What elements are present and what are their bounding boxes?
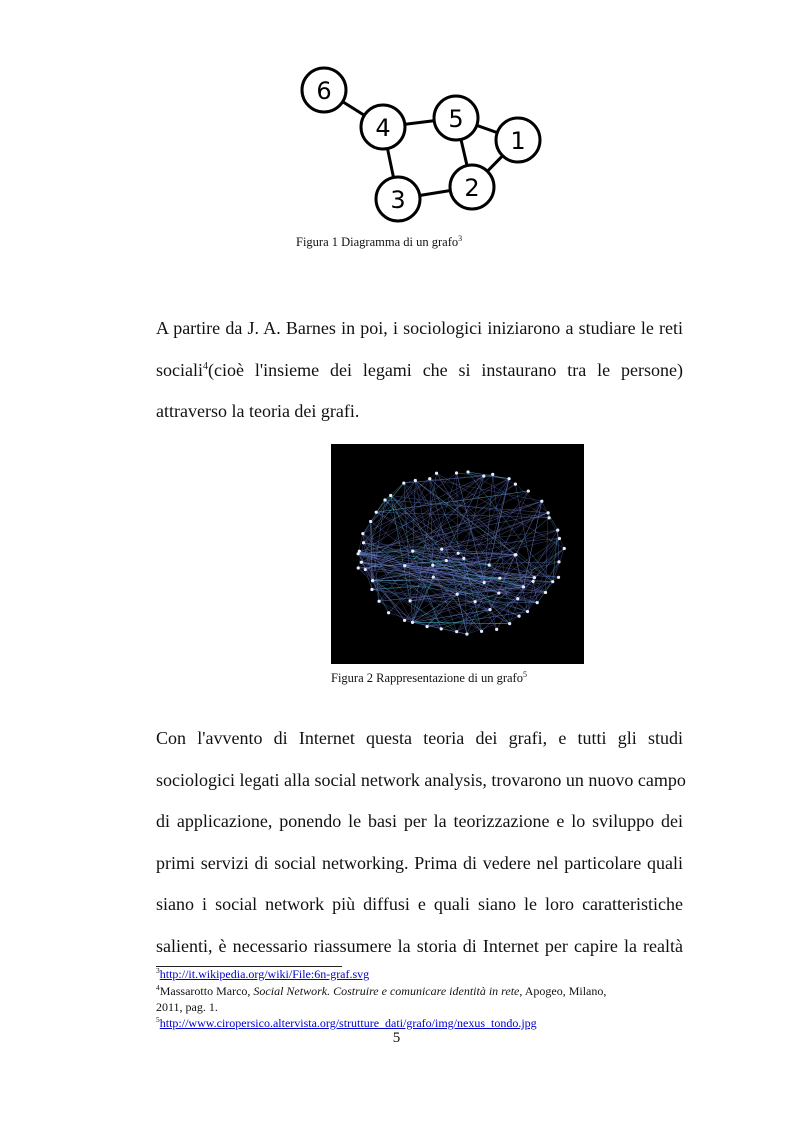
page-number: 5 xyxy=(392,1030,401,1046)
network-node xyxy=(491,473,494,476)
footnote-ref-4[interactable]: 4 xyxy=(203,360,208,372)
network-node xyxy=(540,500,543,503)
footnote-5: $^5$http://www.ciropersico.altervista.org/strutture_dati/grafo/img/nexus_tondo.jpg xyxy=(156,1015,537,1030)
network-node xyxy=(557,576,560,579)
node-label-2: 2 xyxy=(464,174,480,202)
footnote-3-link[interactable]: http://it.wikipedia.org/wiki/File:6n-graf.svg xyxy=(159,967,370,981)
network-node xyxy=(558,537,561,540)
node-label-6: 6 xyxy=(316,77,332,105)
network-node xyxy=(375,511,378,514)
footnote-ref-3[interactable]: 3 xyxy=(458,234,463,243)
network-node xyxy=(563,547,566,550)
paragraph-line: salienti, è necessario riassumere la storia di Internet per capire la realtà xyxy=(156,935,683,956)
footnote-4: $^4$Massarotto Marco, Social Network. Costruire e comunicare identità in rete, Apogeo, Milano, 2011, pag. 1. xyxy=(156,983,607,1014)
network-node xyxy=(474,600,477,603)
network-node xyxy=(483,581,486,584)
network-node xyxy=(361,532,364,535)
network-node xyxy=(526,610,529,613)
paragraph-line: siano i social network più diffusi e quali siano le loro caratteristiche xyxy=(156,894,683,914)
network-node xyxy=(465,633,468,636)
network-node xyxy=(408,599,411,602)
network-node xyxy=(431,564,434,567)
node-label-1: 1 xyxy=(510,127,526,155)
network-node xyxy=(544,591,547,594)
network-node xyxy=(522,585,525,588)
network-node xyxy=(357,566,360,569)
network-node xyxy=(457,552,460,555)
paragraph-line: sociali$^4$(cioè l'insieme dei legami che si instaurano tra le persone) xyxy=(156,359,683,380)
figure1-caption: Figura 1 Diagramma di un grafo$^3$ xyxy=(296,234,463,250)
footnote-5-link[interactable]: http://www.ciropersico.altervista.org/strutture_dati/grafo/img/nexus_tondo.jpg xyxy=(159,1016,537,1030)
network-node xyxy=(533,576,536,579)
network-node xyxy=(508,622,511,625)
graph-diagram xyxy=(290,62,560,232)
network-node xyxy=(383,498,386,501)
network-node xyxy=(389,494,392,497)
network-node xyxy=(387,611,390,614)
paragraph-line: primi servizi di social networking. Prima di vedere nel particolare quali xyxy=(156,852,683,873)
network-node xyxy=(411,621,414,624)
network-node xyxy=(462,557,465,560)
network-node xyxy=(556,529,559,532)
network-node xyxy=(414,479,417,482)
network-node xyxy=(403,564,406,567)
network-node xyxy=(455,630,458,633)
network-node xyxy=(403,619,406,622)
network-node xyxy=(507,477,510,480)
network-node xyxy=(498,577,501,580)
network-node xyxy=(455,471,458,474)
network-node xyxy=(527,489,530,492)
paragraph-line: di applicazione, ponendo le basi per la teorizzazione e lo sviluppo dei xyxy=(156,811,683,831)
paragraph-line: A partire da J. A. Barnes in poi, i sociologici iniziarono a studiare le reti xyxy=(156,318,683,338)
node-label-4: 4 xyxy=(375,114,391,142)
network-node xyxy=(551,580,554,583)
network-node xyxy=(546,511,549,514)
network-node xyxy=(547,516,550,519)
network-node xyxy=(516,597,519,600)
paragraph-line: attraverso la teoria dei grafi. xyxy=(156,401,360,421)
figure2-caption: Figura 2 Rappresentazione di un grafo$^5$ xyxy=(331,670,527,686)
network-node xyxy=(364,568,367,571)
network-node xyxy=(482,474,485,477)
node-label-3: 3 xyxy=(390,186,406,214)
network-node xyxy=(532,580,535,583)
network-node xyxy=(402,482,405,485)
network-node xyxy=(411,550,414,553)
network-node xyxy=(488,563,491,566)
network-node xyxy=(440,548,443,551)
network-node xyxy=(435,472,438,475)
network-node xyxy=(445,559,448,562)
paragraph-line: sociologici legati alla social network analysis, trovarono un nuovo campo xyxy=(156,769,686,790)
network-node xyxy=(428,477,431,480)
network-node xyxy=(480,630,483,633)
network-node xyxy=(357,552,360,555)
paragraph-2 xyxy=(156,718,686,967)
network-graph-image xyxy=(331,444,584,664)
network-node xyxy=(514,553,517,556)
network-node xyxy=(360,561,363,564)
network-node xyxy=(377,600,380,603)
network-node xyxy=(456,593,459,596)
network-node xyxy=(371,579,374,582)
footnote-ref-5[interactable]: 5 xyxy=(522,670,527,679)
network-node xyxy=(432,576,435,579)
network-node xyxy=(370,588,373,591)
network-node xyxy=(362,541,365,544)
network-node xyxy=(536,601,539,604)
network-node xyxy=(514,483,517,486)
network-node xyxy=(466,470,469,473)
paragraph-line: Con l'avvento di Internet questa teoria dei grafi, e tutti gli studi xyxy=(156,728,683,748)
network-node xyxy=(488,608,491,611)
network-node xyxy=(497,591,500,594)
network-node xyxy=(425,625,428,628)
network-node xyxy=(495,628,498,631)
network-node xyxy=(369,520,372,523)
network-node xyxy=(440,627,443,630)
paragraph-1 xyxy=(156,308,683,433)
network-node xyxy=(557,560,560,563)
footnote-3: $^3$http://it.wikipedia.org/wiki/File:6n-graf.svg xyxy=(156,966,370,981)
node-label-5: 5 xyxy=(448,105,464,133)
network-node xyxy=(517,615,520,618)
